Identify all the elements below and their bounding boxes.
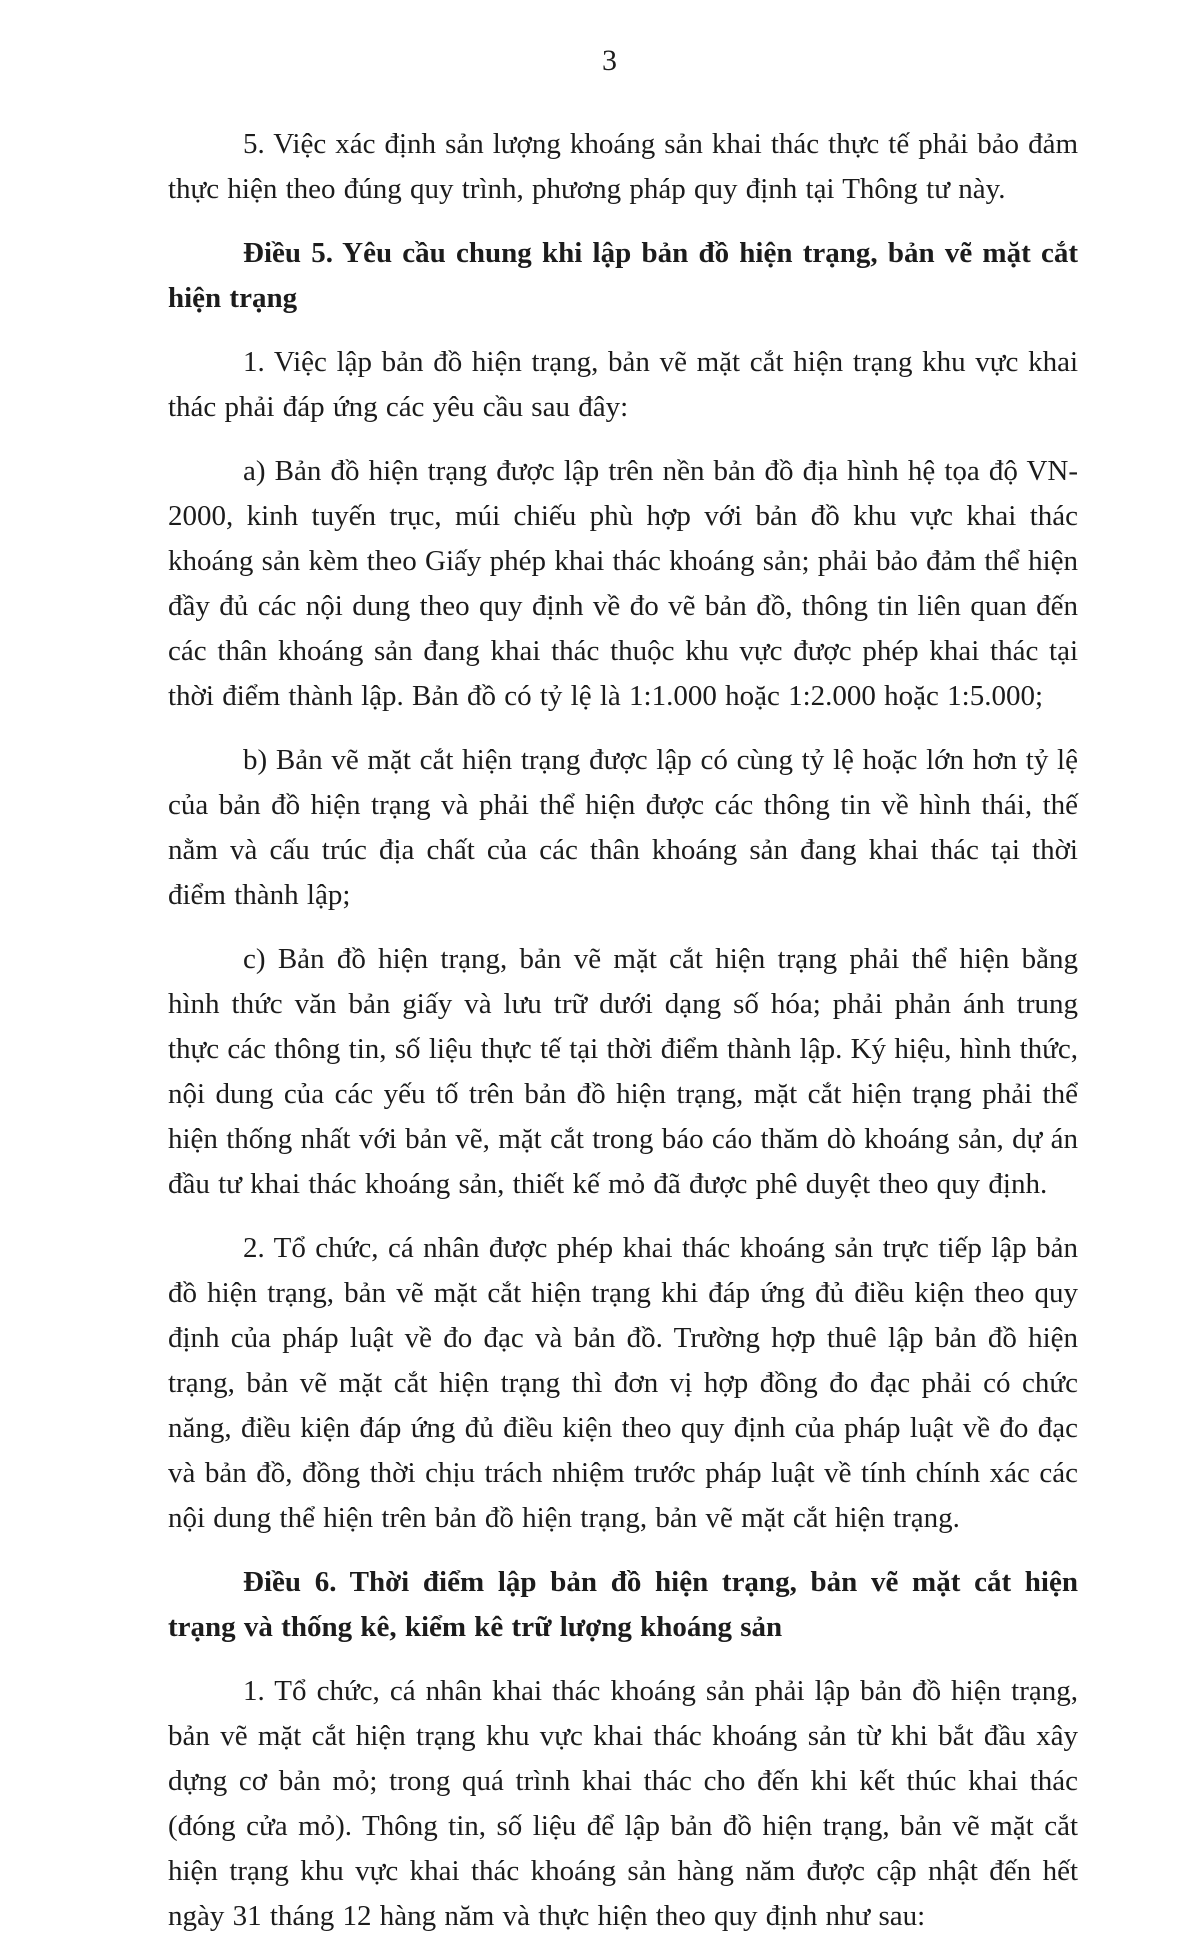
paragraph-point-c: c) Bản đồ hiện trạng, bản vẽ mặt cắt hiện trạng phải thể hiện bằng hình thức văn bản giấy và lưu trữ dưới dạng số hóa; phải phản ánh trung thực các thông tin, số liệu thực tế tại thời điểm thành lập. Ký hiệu, hình thức, nội dung của các yếu tố trên bản đồ hiện trạng, mặt cắt hiện trạng phải thể hiện thống nhất với bản vẽ, mặt cắt trong báo cáo thăm dò khoáng sản, dự án đầu tư khai thác khoáng sản, thiết kế mỏ đã được phê duyệt theo quy định. [168,943,1078,1200]
section-heading-dieu-6: Điều 6. Thời điểm lập bản đồ hiện trạng, bản vẽ mặt cắt hiện trạng và thống kê, kiểm kê trữ lượng khoáng sản [168,1566,1078,1643]
paragraph-point-a: a) Bản đồ hiện trạng được lập trên nền bản đồ địa hình hệ tọa độ VN-2000, kinh tuyến trục, múi chiếu phù hợp với bản đồ khu vực khai thác khoáng sản kèm theo Giấy phép khai thác khoáng sản; phải bảo đảm thể hiện đầy đủ các nội dung theo quy định về đo vẽ bản đồ, thông tin liên quan đến các thân khoáng sản đang khai thác thuộc khu vực được phép khai thác tại thời điểm thành lập. Bản đồ có tỷ lệ là 1:1.000 hoặc 1:2.000 hoặc 1:5.000; [168,455,1078,712]
paragraph-clause-1: 1. Việc lập bản đồ hiện trạng, bản vẽ mặt cắt hiện trạng khu vực khai thác phải đáp ứng các yêu cầu sau đây: [168,346,1078,423]
paragraph-clause-2: 2. Tổ chức, cá nhân được phép khai thác khoáng sản trực tiếp lập bản đồ hiện trạng, bản vẽ mặt cắt hiện trạng khi đáp ứng đủ điều kiện theo quy định của pháp luật về đo đạc và bản đồ. Trường hợp thuê lập bản đồ hiện trạng, bản vẽ mặt cắt hiện trạng thì đơn vị hợp đồng đo đạc phải có chức năng, điều kiện đáp ứng đủ điều kiện theo quy định của pháp luật về đo đạc và bản đồ, đồng thời chịu trách nhiệm trước pháp luật về tính chính xác các nội dung thể hiện trên bản đồ hiện trạng, bản vẽ mặt cắt hiện trạng. [168,1232,1078,1534]
paragraph-clause-5: 5. Việc xác định sản lượng khoáng sản khai thác thực tế phải bảo đảm thực hiện theo đúng quy trình, phương pháp quy định tại Thông tư này. [168,128,1078,205]
section-heading-dieu-5: Điều 5. Yêu cầu chung khi lập bản đồ hiện trạng, bản vẽ mặt cắt hiện trạng [168,237,1078,314]
paragraph-dieu6-clause-1: 1. Tổ chức, cá nhân khai thác khoáng sản phải lập bản đồ hiện trạng, bản vẽ mặt cắt hiện trạng khu vực khai thác khoáng sản từ khi bắt đầu xây dựng cơ bản mỏ; trong quá trình khai thác cho đến khi kết thúc khai thác (đóng cửa mỏ). Thông tin, số liệu để lập bản đồ hiện trạng, bản vẽ mặt cắt hiện trạng khu vực khai thác khoáng sản hàng năm được cập nhật đến hết ngày 31 tháng 12 hàng năm và thực hiện theo quy định như sau: [168,1675,1078,1932]
page-number: 3 [602,44,617,77]
document-body [168,122,1078,1939]
paragraph-point-b: b) Bản vẽ mặt cắt hiện trạng được lập có cùng tỷ lệ hoặc lớn hơn tỷ lệ của bản đồ hiện trạng và phải thể hiện được các thông tin về hình thái, thế nằm và cấu trúc địa chất của các thân khoáng sản đang khai thác tại thời điểm thành lập; [168,744,1078,911]
